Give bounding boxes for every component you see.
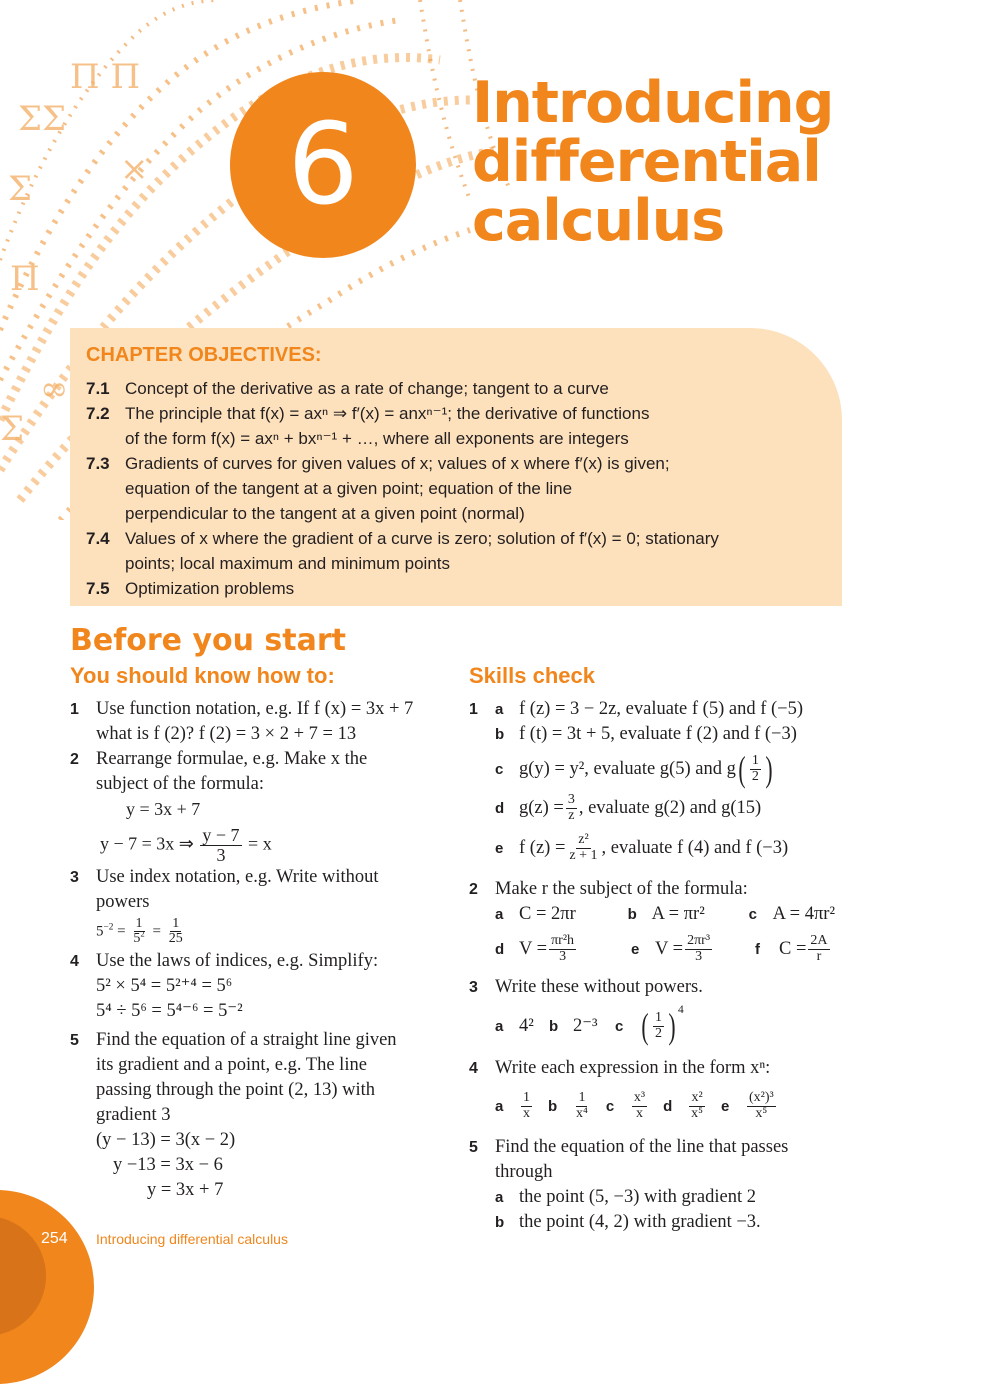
know-item-4 <box>70 949 450 1024</box>
fraction-denominator: x <box>523 1105 530 1121</box>
svg-text:Σ: Σ <box>8 169 33 209</box>
question-text: Write each expression in the form xⁿ: <box>495 1058 771 1078</box>
question-text: Write these without powers. <box>495 977 703 997</box>
part-label: e <box>495 839 504 857</box>
fraction <box>750 754 761 784</box>
equation <box>96 917 450 947</box>
part-label: c <box>748 906 758 923</box>
know-item-5 <box>70 1028 450 1203</box>
fraction-numerator: 2A <box>810 932 828 948</box>
fraction <box>653 1011 664 1041</box>
part-label: b <box>549 1017 559 1035</box>
fraction-denominator: x⁵ <box>755 1105 768 1121</box>
text-line: passing through the point (2, 13) with <box>96 1080 376 1101</box>
text-line: subject of the formula: <box>96 774 264 794</box>
objective-number: 7.3 <box>86 454 110 473</box>
fraction-denominator: 3 <box>216 844 226 865</box>
part-label: c <box>605 1097 615 1115</box>
text-line: 5² × 5⁴ = 5²⁺⁴ = 5⁶ <box>96 976 233 997</box>
question-parts-row <box>495 927 849 971</box>
part-label: a <box>495 906 504 923</box>
fraction <box>567 833 599 863</box>
skills-check-heading: Skills check <box>469 663 595 688</box>
fraction <box>574 1091 590 1121</box>
objective-line: of the form f(x) = axⁿ + bxⁿ⁻¹ + …, where all exponents are integers <box>125 429 629 448</box>
close-paren: ) <box>765 749 773 789</box>
question-part <box>549 1014 601 1039</box>
text-line: Use function notation, e.g. If f (x) = 3x + 7 <box>96 699 414 719</box>
objective-item <box>86 576 826 601</box>
open-paren: ( <box>738 749 746 789</box>
fraction-numerator: y − 7 <box>202 825 240 845</box>
objective-number: 7.1 <box>86 379 110 398</box>
fraction <box>689 1091 705 1121</box>
part-text: f (z) = <box>519 837 566 858</box>
text-line: gradient 3 <box>96 1105 171 1126</box>
part-label: a <box>495 1189 504 1206</box>
question-text: through <box>495 1162 553 1182</box>
fraction-numerator: 1 <box>751 752 759 768</box>
equation-part: = x <box>248 833 272 854</box>
question-part <box>495 697 849 722</box>
skills-question-2 <box>469 877 849 971</box>
before-you-start-heading: Before you start <box>70 623 347 658</box>
objective-number: 7.2 <box>86 404 110 423</box>
fraction <box>200 826 241 865</box>
part-text: A = πr² <box>651 904 705 924</box>
objectives-heading: CHAPTER OBJECTIVES: <box>86 344 322 366</box>
objective-number: 7.5 <box>86 579 110 598</box>
question-part <box>548 1091 592 1121</box>
text-line: what is f (2)? f (2) = 3 × 2 + 7 = 13 <box>96 724 357 744</box>
objective-line: The principle that f(x) = axⁿ ⇒ f′(x) = anxⁿ⁻¹; the derivative of functions <box>125 404 650 423</box>
objective-text <box>125 376 826 401</box>
fraction-numerator: x³ <box>633 1089 646 1105</box>
question-part <box>495 722 849 747</box>
fraction-denominator: 2 <box>655 1025 662 1041</box>
item-number: 4 <box>70 953 79 971</box>
objective-line: Values of x where the gradient of a curve is zero; solution of f′(x) = 0; stationary <box>125 529 719 548</box>
part-label: c <box>495 760 504 778</box>
know-item-3 <box>70 865 450 947</box>
question-part: c ( $\frac{1}{2}$ ) 4 <box>615 1004 684 1046</box>
svg-text:Π: Π <box>10 259 40 299</box>
part-label: a <box>495 701 504 718</box>
part-label: e <box>720 1097 730 1115</box>
fraction-denominator: 3 <box>695 948 703 964</box>
part-label: d <box>663 1097 673 1115</box>
item-number: 2 <box>70 751 79 768</box>
part-text: f (t) = 3t + 5, evaluate f (2) and f (−3) <box>519 724 797 744</box>
part-label: a <box>495 1097 504 1115</box>
question-part <box>631 934 741 964</box>
equation-part: 5 <box>133 931 141 947</box>
part-text: A = 4πr² <box>772 904 835 924</box>
part-label: f <box>755 940 760 958</box>
item-number: 5 <box>469 1139 478 1156</box>
chapter-title <box>472 70 834 254</box>
svg-text:×: × <box>120 149 149 189</box>
fraction <box>685 934 712 964</box>
equation: y −13 = 3x − 6 <box>113 1155 223 1176</box>
chapter-number: 6 <box>287 100 359 230</box>
question-part <box>606 1091 649 1121</box>
question-part <box>749 902 835 927</box>
part-text: C = <box>779 938 807 959</box>
question-part <box>721 1091 778 1121</box>
item-number: 3 <box>70 868 79 886</box>
chapter-title-line: calculus <box>472 188 725 254</box>
objective-item <box>86 376 826 401</box>
fraction-numerator: 1 <box>172 915 180 931</box>
know-item-1 <box>70 697 450 747</box>
objective-line: perpendicular to the tangent at a given point (normal) <box>125 504 525 523</box>
fraction-denominator: x⁵ <box>691 1105 703 1121</box>
question-text: Find the equation of the line that passes <box>495 1137 789 1157</box>
objective-text <box>125 526 826 576</box>
question-part <box>495 1014 535 1039</box>
text-line: its gradient and a point, e.g. The line <box>96 1055 367 1076</box>
know-item-2 <box>70 747 450 865</box>
part-text: the point (4, 2) with gradient −3. <box>519 1212 761 1232</box>
question-part <box>628 902 735 927</box>
objective-item <box>86 401 826 451</box>
chapter-title-line: differential <box>472 129 821 195</box>
fraction <box>131 917 146 947</box>
part-text: 4² <box>519 1015 534 1036</box>
equation-part: = <box>152 923 161 940</box>
fraction <box>808 934 829 964</box>
objective-text <box>125 451 826 526</box>
fraction <box>167 917 185 947</box>
part-text: f (z) = 3 − 2z, evaluate f (5) and f (−5) <box>519 699 804 719</box>
close-paren: ) <box>668 1006 676 1046</box>
fraction-numerator: 1 <box>523 1089 530 1105</box>
fraction-denominator: x <box>635 1105 643 1121</box>
part-text: the point (5, −3) with gradient 2 <box>519 1187 757 1207</box>
text-line: Use the laws of indices, e.g. Simplify: <box>96 951 379 972</box>
equation-part: 5 <box>96 923 104 940</box>
fraction-numerator: 1 <box>655 1009 662 1025</box>
skills-check-column <box>469 697 849 1235</box>
open-paren: ( <box>641 1006 649 1046</box>
part-label: e <box>631 940 640 958</box>
part-text: 2⁻³ <box>573 1015 598 1036</box>
fraction-numerator: 1 <box>135 915 143 931</box>
part-text: V = <box>655 938 684 959</box>
equation <box>100 826 450 865</box>
question-part <box>495 747 849 791</box>
equation: y = 3x + 7 <box>147 1180 224 1201</box>
question-part <box>495 1210 849 1235</box>
part-text: C = 2πr <box>519 904 576 924</box>
item-number: 2 <box>469 881 478 898</box>
fraction <box>549 934 576 964</box>
fraction-denominator: z <box>568 807 575 823</box>
text-line: Use index notation, e.g. Write without <box>96 866 379 887</box>
objective-item <box>86 526 826 576</box>
fraction <box>632 1091 647 1121</box>
fraction-numerator: x² <box>691 1089 703 1105</box>
question-part <box>495 902 614 927</box>
question-part <box>495 791 849 825</box>
part-text: V = <box>519 938 548 959</box>
fraction-denominator: r <box>816 948 822 964</box>
equation-part: y − 7 = 3x ⇒ <box>100 833 194 854</box>
chapter-title-line: Introducing <box>472 70 834 136</box>
exponent: 2 <box>140 928 145 939</box>
text-line: Find the equation of a straight line given <box>96 1030 397 1051</box>
item-number: 4 <box>469 1060 478 1077</box>
part-label: c <box>615 1017 624 1035</box>
svg-text:ΣΣ: ΣΣ <box>18 99 67 139</box>
fraction-numerator: z² <box>578 831 589 847</box>
should-know-heading: You should know how to: <box>70 663 335 688</box>
fraction-numerator: 3 <box>567 791 575 807</box>
item-number: 3 <box>469 979 478 996</box>
question-part <box>663 1091 707 1121</box>
question-part <box>755 934 832 964</box>
part-label: b <box>548 1097 558 1115</box>
fraction-numerator: 1 <box>578 1089 586 1105</box>
objective-line: Concept of the derivative as a rate of change; tangent to a curve <box>125 379 609 398</box>
objective-line: points; local maximum and minimum points <box>125 554 451 573</box>
question-part <box>495 934 617 964</box>
equation: (y − 13) = 3(x − 2) <box>96 1130 236 1151</box>
text-line: Rearrange formulae, e.g. Make x the <box>96 749 368 769</box>
fraction-numerator: 2πr³ <box>687 932 711 948</box>
fraction-denominator: 3 <box>559 948 567 964</box>
fraction <box>747 1091 776 1121</box>
item-number: 1 <box>70 701 79 718</box>
fraction <box>521 1091 532 1121</box>
objective-item <box>86 451 826 526</box>
svg-text:Σ: Σ <box>0 409 25 449</box>
part-text: g(y) = y², evaluate g(5) and g <box>519 758 736 779</box>
objective-text <box>125 576 826 601</box>
exponent: −2 <box>103 922 114 933</box>
fraction-denominator: 25 <box>168 931 183 947</box>
item-number: 1 <box>469 701 478 718</box>
part-label: b <box>627 906 637 923</box>
question-parts-row <box>495 1081 849 1131</box>
part-text: , evaluate f (4) and f (−3) <box>601 837 789 858</box>
equation: y = 3x + 7 <box>126 799 201 819</box>
fraction-denominator: z + 1 <box>569 847 598 863</box>
objective-line: Optimization problems <box>125 579 295 598</box>
running-title: Introducing differential calculus <box>96 1231 288 1247</box>
question-part <box>495 1185 849 1210</box>
part-label: b <box>495 726 505 743</box>
objective-line: Gradients of curves for given values of x; values of x where f′(x) is given; <box>125 454 670 473</box>
part-label: d <box>495 940 505 958</box>
part-label: a <box>495 1017 504 1035</box>
svg-text:∞: ∞ <box>40 369 69 409</box>
should-know-column <box>70 697 450 1203</box>
question-part <box>495 1091 534 1121</box>
question-parts-row <box>495 902 849 927</box>
part-text: g(z) = <box>519 797 564 818</box>
question-part <box>495 825 849 871</box>
chapter-objectives-box <box>70 328 842 606</box>
fraction-numerator: πr²h <box>551 932 575 948</box>
fraction-numerator: (x²)³ <box>748 1089 774 1105</box>
objective-number: 7.4 <box>86 529 110 548</box>
item-number: 5 <box>70 1032 79 1050</box>
part-text: , evaluate g(2) and g(15) <box>578 797 762 818</box>
skills-question-1 <box>469 697 849 871</box>
part-label: b <box>495 1214 505 1231</box>
chapter-number-badge <box>230 72 416 258</box>
page-number: 254 <box>41 1230 68 1247</box>
skills-question-3 <box>469 975 849 1052</box>
part-label: d <box>495 799 505 817</box>
fraction-denominator <box>131 928 146 947</box>
question-text: Make r the subject of the formula: <box>495 879 748 899</box>
fraction-denominator: 2 <box>751 768 759 784</box>
text-line: 5⁴ ÷ 5⁶ = 5⁴⁻⁶ = 5⁻² <box>96 1001 243 1022</box>
question-parts-row <box>495 1000 849 1052</box>
text-line: powers <box>96 891 150 912</box>
svg-text:Π Π: Π Π <box>70 57 141 97</box>
skills-question-4 <box>469 1056 849 1131</box>
skills-question-5 <box>469 1135 849 1235</box>
objective-text <box>125 401 826 451</box>
fraction <box>566 793 577 823</box>
objective-line: equation of the tangent at a given point; equation of the line <box>125 479 573 498</box>
equation-part: = <box>117 923 126 940</box>
fraction-denominator: x⁴ <box>576 1105 588 1121</box>
